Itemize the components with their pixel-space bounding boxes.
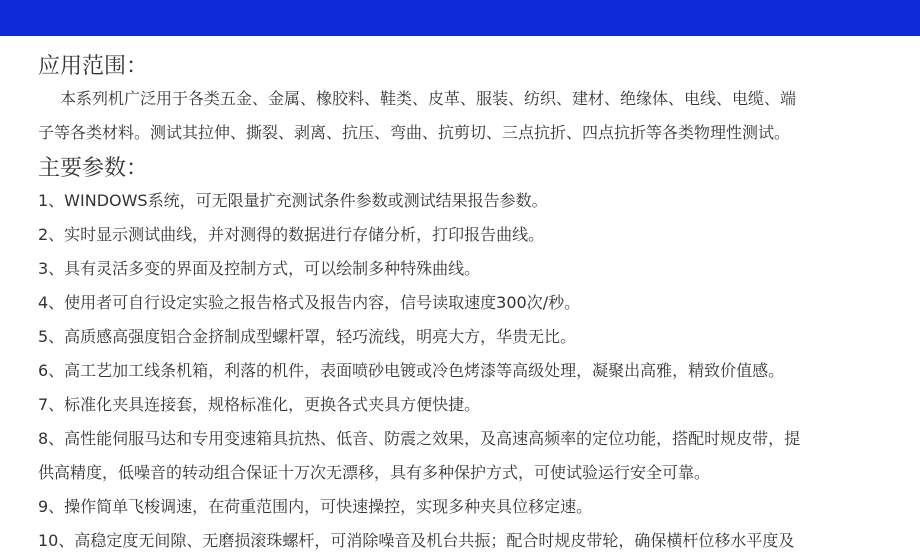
scope-heading: 应用范围： [38,54,149,79]
param-item-10: 10、高稳定度无间隙、无磨损滚珠螺杆，可消除噪音及机台共振；配合时规皮带轮，确保横杆位移水平度及 [38,531,795,550]
param-item-5: 5、高质感高强度铝合金挤制成型螺杆罩，轻巧流线，明亮大方，华贵无比。 [38,327,577,346]
top-banner-bar [0,0,920,36]
param-item-1: 1、WINDOWS系统，可无限量扩充测试条件参数或测试结果报告参数。 [38,191,548,210]
param-item-7: 7、标准化夹具连接套，规格标准化，更换各式夹具方便快捷。 [38,395,481,414]
param-item-8-line-2: 供高精度，低噪音的转动组合保证十万次无漂移，具有多种保护方式，可使试验运行安全可靠。 [38,463,711,482]
scope-text-line-1: 本系列机广泛用于各类五金、金属、橡胶料、鞋类、皮革、服装、纺织、建材、绝缘体、电线、电缆、端 [60,89,797,108]
scope-text-line-2: 子等各类材料。测试其拉伸、撕裂、剥离、抗压、弯曲、抗剪切、三点抗折、四点抗折等各类物理性测试。 [38,123,791,142]
params-heading: 主要参数： [38,156,149,181]
param-item-2: 2、实时显示测试曲线，并对测得的数据进行存储分析，打印报告曲线。 [38,225,545,244]
param-item-6: 6、高工艺加工线条机箱，利落的机件，表面喷砂电镀或冷色烤漆等高级处理，凝聚出高雅，精致价值感。 [38,361,785,380]
param-item-9: 9、操作简单飞梭调速，在荷重范围内，可快速操控，实现多种夹具位移定速。 [38,497,593,516]
param-item-8-line-1: 8、高性能伺服马达和专用变速箱具抗热、低音、防震之效果，及高速高频率的定位功能，搭配时规皮带，提 [38,429,801,448]
param-item-4: 4、使用者可自行设定实验之报告格式及报告内容，信号读取速度300次/秒。 [38,293,581,312]
param-item-3: 3、具有灵活多变的界面及控制方式，可以绘制多种特殊曲线。 [38,259,481,278]
